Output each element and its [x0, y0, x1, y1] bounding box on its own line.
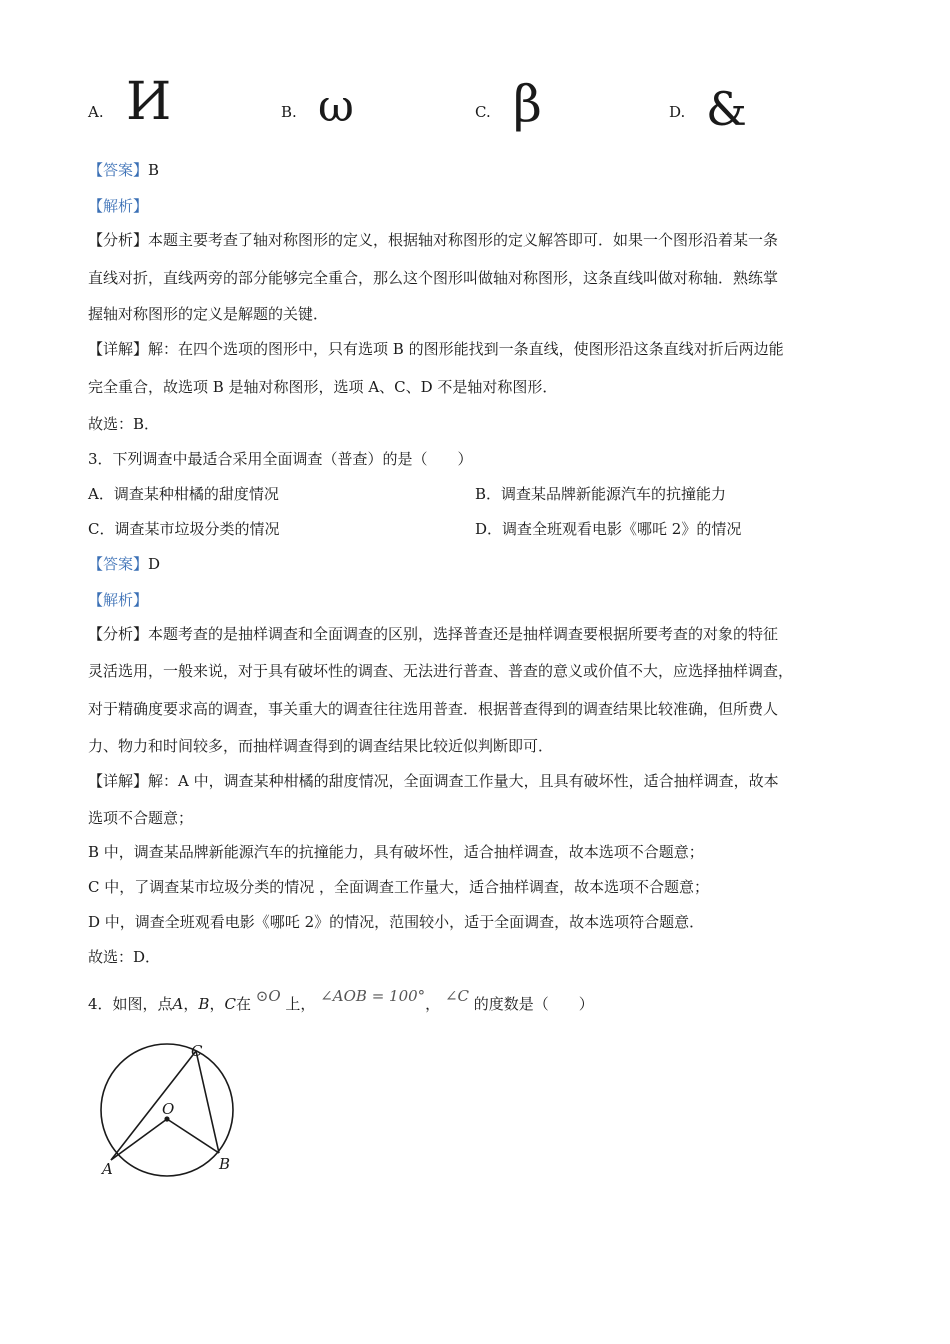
q2-option-a-symbol: И [126, 72, 172, 132]
angle-c: ∠C [444, 987, 470, 1005]
detail-text: 解：在四个选项的图形中，只有选项 B 的图形能找到一条直线，使图形沿这条直线对折后两边能 [148, 340, 784, 358]
circle-figure [90, 1035, 260, 1185]
q2-conclusion: 故选：B． [88, 415, 160, 433]
point-c: C [224, 995, 236, 1013]
q3-fenxi-line-3: 对于精确度要求高的调查，事关重大的调查往往选用普查．根据普查得到的调查结果比较准确，但所费人 [88, 700, 779, 718]
q3-fenxi-line-2: 灵活选用，一般来说，对于具有破坏性的调查、无法进行普查、普查的意义或价值不大，应选择抽样调查， [88, 662, 794, 680]
q2-fenxi-line-3: 握轴对称图形的定义是解题的关键． [88, 305, 329, 323]
point-a: A [172, 995, 184, 1013]
q2-detail-line-1 [88, 339, 784, 359]
stem-in: 在 [235, 995, 251, 1013]
q3-detail-line-2: 选项不合题意； [88, 809, 194, 827]
q2-fenxi-line-2: 直线对折，直线两旁的部分能够完全重合，那么这个图形叫做轴对称图形，这条直线叫做对称轴．熟练掌 [88, 269, 779, 287]
angle-aob-expr: ∠AOB = 100° [320, 987, 426, 1005]
fenxi-tag: 【分析】 [88, 625, 149, 643]
q3-option-d: D．调查全班观看电影《哪吒 2》的情况 [475, 520, 742, 538]
q3-fenxi-line-1 [88, 624, 778, 644]
q2-answer-line [88, 160, 159, 180]
label-o: O [162, 1100, 175, 1118]
q3-answer-line [88, 554, 160, 574]
q2-option-c-symbol: β [513, 75, 542, 133]
q2-option-a-label: A. [88, 103, 104, 121]
q2-detail-line-2: 完全重合，故选项 B 是轴对称图形，选项 A、C、D 不是轴对称图形． [88, 378, 558, 396]
q3-detail-line-4: C 中，了调查某市垃圾分类的情况 ，全面调查工作量大，适合抽样调查，故本选项不合题意； [88, 878, 710, 896]
q3-fenxi-line-4: 力、物力和时间较多，而抽样调查得到的调查结果比较近似判断即可． [88, 737, 554, 755]
radius-ob [167, 1119, 219, 1153]
q3-detail-line-3: B 中，调查某品牌新能源汽车的抗撞能力，具有破坏性，适合抽样调查，故本选项不合题意； [88, 843, 704, 861]
q3-analysis-tag: 【解析】 [88, 591, 149, 609]
detail-text: 解：A 中，调查某种柑橘的甜度情况，全面调查工作量大，且具有破坏性，适合抽样调查，故本 [148, 772, 779, 790]
q2-analysis-tag: 【解析】 [88, 197, 149, 215]
separator: ， [209, 995, 225, 1013]
q3-stem: 3．下列调查中最适合采用全面调查（普查）的是（ ） [88, 450, 473, 468]
fenxi-text: 本题考查的是抽样调查和全面调查的区别，选择普查还是抽样调查要根据所要考查的对象的特征 [148, 625, 779, 643]
point-b: B [198, 995, 210, 1013]
separator: ， [425, 995, 441, 1013]
q3-detail-line-5: D 中，调查全班观看电影《哪吒 2》的情况，范围较小，适于全面调查，故本选项符合题意． [88, 913, 705, 931]
q3-option-a: A．调查某种柑橘的甜度情况 [88, 485, 279, 503]
q4-stem [88, 987, 594, 1014]
q2-option-b-symbol: ω [318, 81, 354, 132]
chord-ca [111, 1051, 196, 1160]
q2-option-d-label: D. [669, 103, 686, 121]
q3-conclusion: 故选：D． [88, 948, 161, 966]
label-b: B [219, 1155, 231, 1173]
answer-tag: 【答案】 [88, 555, 149, 573]
stem-suffix: 的度数是（ ） [473, 995, 594, 1013]
detail-tag: 【详解】 [88, 340, 149, 358]
q3-option-c: C．调查某市垃圾分类的情况 [88, 520, 280, 538]
detail-tag: 【详解】 [88, 772, 149, 790]
answer-tag: 【答案】 [88, 161, 149, 179]
q2-option-c-label: C. [475, 103, 491, 121]
q2-option-b-label: B. [281, 103, 297, 121]
answer-value: D [148, 555, 161, 573]
separator: ， [183, 995, 199, 1013]
q3-option-b: B．调查某品牌新能源汽车的抗撞能力 [475, 485, 727, 503]
q2-fenxi-line-1 [88, 230, 778, 250]
label-c: C [191, 1042, 203, 1060]
q3-detail-line-1 [88, 771, 779, 791]
stem-on: 上， [285, 995, 316, 1013]
answer-value: B [148, 161, 160, 179]
stem-prefix: 4．如图，点 [88, 995, 173, 1013]
label-a: A [102, 1160, 113, 1178]
fenxi-text: 本题主要考查了轴对称图形的定义，根据轴对称图形的定义解答即可．如果一个图形沿着某一条 [148, 231, 779, 249]
q2-option-d-symbol: & [706, 82, 747, 136]
circle-o-icon: ⊙ [255, 987, 269, 1005]
fenxi-tag: 【分析】 [88, 231, 149, 249]
circle-symbol [256, 987, 281, 1005]
circle-label: O [268, 987, 281, 1005]
